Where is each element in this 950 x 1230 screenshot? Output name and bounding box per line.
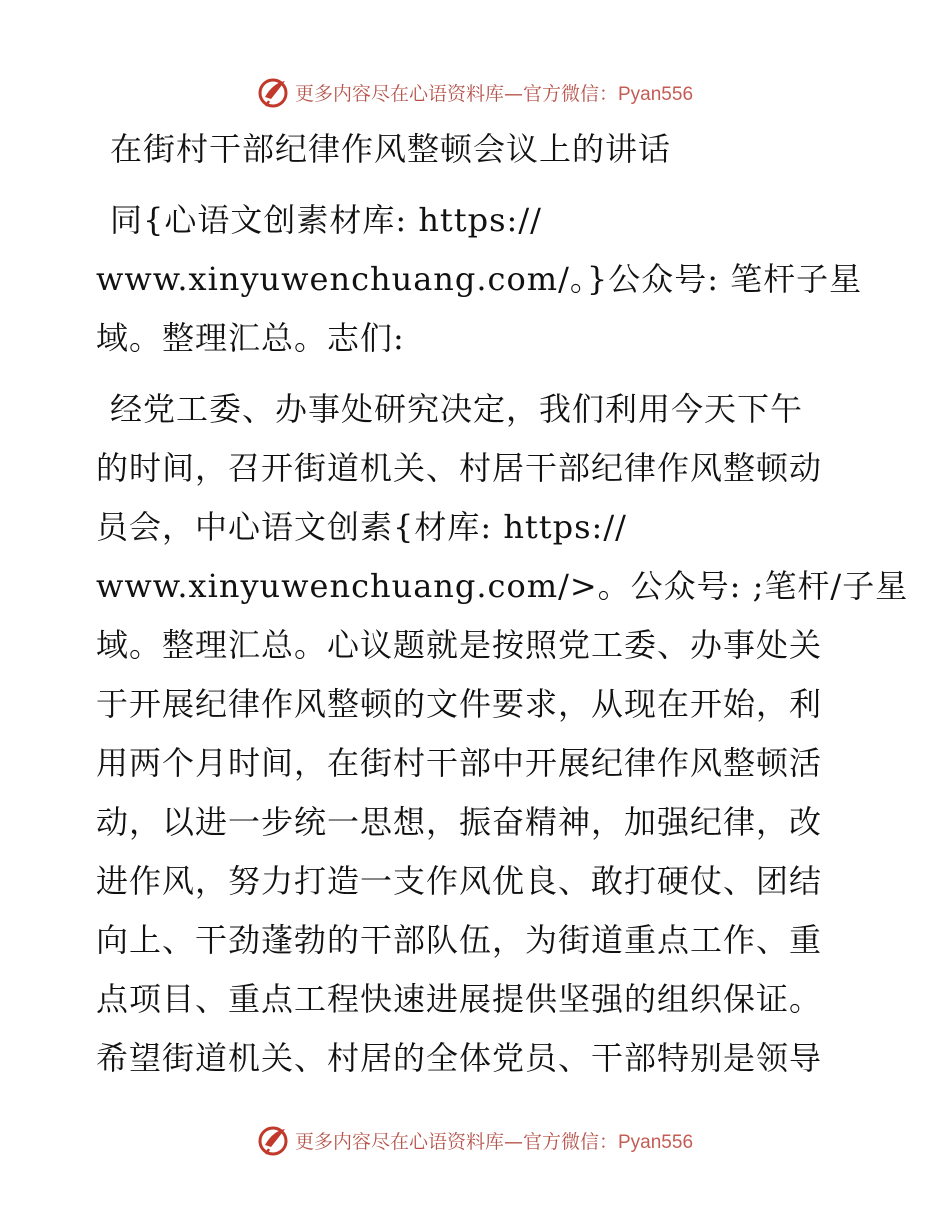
document-title: 在街村干部纪律作风整顿会议上的讲话: [110, 130, 672, 168]
document-body: [96, 120, 909, 1088]
xinyu-logo-icon: [257, 75, 291, 109]
body-line: 点项目、重点工程快速进展提供坚强的组织保证。: [96, 980, 823, 1018]
body-line: 向上、干劲蓬勃的干部队伍，为街道重点工作、重: [96, 921, 823, 959]
body-line: www.xinyuwenchuang.com/>。公众号: ;笔杆/子星: [96, 567, 909, 605]
banner-wechat-label: 官方微信：: [522, 1130, 618, 1153]
footer-banner-text: [295, 1127, 693, 1154]
salutation-line: 域。整理汇总。志们:: [96, 319, 405, 357]
banner-dash: —: [503, 82, 523, 105]
body-line: 域。整理汇总。心议题就是按照党工委、办事处关: [96, 626, 823, 664]
salutation-paragraph: [96, 191, 863, 368]
banner-promo-text: 更多内容尽在心语资料库: [294, 82, 504, 105]
salutation-line: www.xinyuwenchuang.com/。}公众号: 笔杆子星: [96, 260, 863, 298]
header-banner-text: [295, 79, 693, 106]
banner-wechat-id: Pyan556: [618, 83, 694, 105]
body-line: 进作风，努力打造一支作风优良、敢打硬仗、团结: [96, 862, 823, 900]
banner-promo-text: 更多内容尽在心语资料库: [294, 1130, 504, 1153]
body-line: 员会，中心语文创素{材库: https://: [96, 508, 627, 546]
banner-wechat-label: 官方微信：: [522, 82, 618, 105]
body-line: 于开展纪律作风整顿的文件要求，从现在开始，利: [96, 685, 823, 723]
body-line: 用两个月时间，在街村干部中开展纪律作风整顿活: [96, 744, 823, 782]
body-line: 动，以进一步统一思想，振奋精神，加强纪律，改: [96, 803, 823, 841]
footer-banner: [0, 1120, 950, 1160]
header-banner: [0, 72, 950, 112]
body-line: 的时间，召开街道机关、村居干部纪律作风整顿动: [96, 449, 823, 487]
body-line: 经党工委、办事处研究决定，我们利用今天下午: [110, 390, 804, 428]
body-paragraph: [96, 380, 909, 1088]
salutation-line: 同{心语文创素材库: https://: [110, 201, 542, 239]
banner-dash: —: [503, 1130, 523, 1153]
body-line: 希望街道机关、村居的全体党员、干部特别是领导: [96, 1039, 823, 1077]
xinyu-logo-icon: [257, 1123, 291, 1157]
banner-wechat-id: Pyan556: [618, 1131, 694, 1153]
